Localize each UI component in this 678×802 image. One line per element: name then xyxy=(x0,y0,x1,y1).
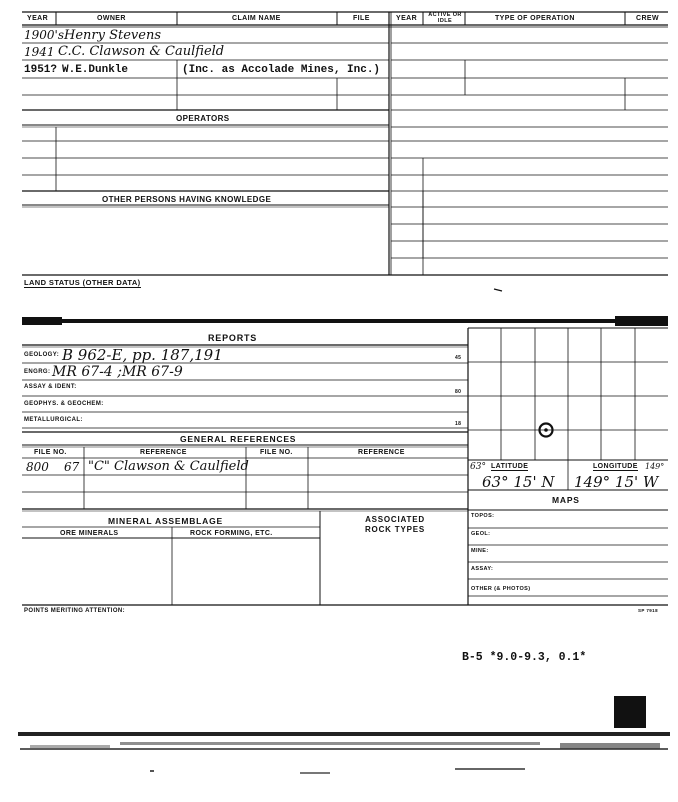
footer-code: B-5 *9.0-9.3, 0.1* xyxy=(462,651,587,664)
reports-mark-1: 45 xyxy=(455,355,462,361)
operators-title: OPERATORS xyxy=(176,114,230,123)
associated-rock-types-label: ASSOCIATED ROCK TYPES xyxy=(364,515,425,534)
reports-mark-3: 18 xyxy=(455,421,462,427)
owner-row-2-owner: C.C. Clawson & Caulfield xyxy=(58,44,225,59)
land-status-label: LAND STATUS (OTHER DATA) xyxy=(24,278,141,287)
knowledge-title: OTHER PERSONS HAVING KNOWLEDGE xyxy=(102,195,272,204)
lat-prefix: 63° xyxy=(470,462,486,472)
owner-row-2-year: 1941 xyxy=(24,45,55,59)
owner-row-3-year: 1951? xyxy=(24,64,58,76)
owner-row-3-owner: W.E.Dunkle xyxy=(62,64,129,76)
header-claim-name: CLAIM NAME xyxy=(232,15,281,22)
ore-minerals-label: ORE MINERALS xyxy=(60,530,119,537)
maps-title: MAPS xyxy=(552,495,580,505)
geophys-label: GEOPHYS. & GEOCHEM: xyxy=(24,401,104,407)
gr-header-file-no: FILE NO. xyxy=(34,449,67,456)
points-meriting-label: POINTS MERITING ATTENTION: xyxy=(24,608,126,614)
reports-title: REPORTS xyxy=(208,333,258,343)
assay-label: ASSAY & IDENT: xyxy=(24,384,77,390)
owner-row-3-claim: (Inc. as Accolade Mines, Inc.) xyxy=(182,64,381,76)
gr-header-file-no-2: FILE NO. xyxy=(260,449,293,456)
gr-header-reference: REFERENCE xyxy=(140,449,187,456)
metallurgical-label: METALLURGICAL: xyxy=(24,417,83,423)
header-owner: OWNER xyxy=(97,15,126,22)
latitude-label: LATITUDE xyxy=(491,463,529,470)
gr-row-reference: "C" Clawson & Caulfield xyxy=(88,459,249,474)
longitude-value: 149° 15' W xyxy=(574,473,659,491)
general-refs-title: GENERAL REFERENCES xyxy=(180,434,297,444)
engrg-value: MR 67-4 ;MR 67-9 xyxy=(52,364,183,380)
header-ops-year: YEAR xyxy=(396,15,418,22)
map-geol: GEOL: xyxy=(471,531,491,537)
header-type-operation: TYPE OF OPERATION xyxy=(495,15,575,22)
latitude-value: 63° 15' N xyxy=(482,473,555,491)
header-file: FILE xyxy=(353,15,370,22)
gr-header-reference-2: REFERENCE xyxy=(358,449,405,456)
header-crew: CREW xyxy=(636,15,659,22)
mineral-title: MINERAL ASSEMBLAGE xyxy=(108,516,223,526)
owner-row-1-owner: Henry Stevens xyxy=(64,28,161,43)
header-year: YEAR xyxy=(27,15,49,22)
gr-row-year: 67 xyxy=(64,460,80,474)
map-mine: MINE: xyxy=(471,548,489,554)
owner-row-1-year: 1900's xyxy=(24,28,64,42)
lon-suffix: 149° xyxy=(645,462,665,471)
form-number: SP 7918 xyxy=(638,608,658,613)
reports-mark-2: 80 xyxy=(455,389,462,395)
geology-value: B 962-E, pp. 187,191 xyxy=(62,346,223,364)
engrg-label: ENGRG: xyxy=(24,369,51,375)
geology-label: GEOLOGY: xyxy=(24,352,60,358)
header-active-idle: ACTIVE OR IDLE xyxy=(428,12,462,24)
gr-row-file-no: 800 xyxy=(26,460,49,474)
map-assay: ASSAY: xyxy=(471,566,494,572)
map-topos: TOPOS: xyxy=(471,513,495,519)
map-other-photos: OTHER (& PHOTOS) xyxy=(471,586,531,592)
longitude-label: LONGITUDE xyxy=(593,463,638,470)
rock-forming-label: ROCK FORMING, ETC. xyxy=(190,530,273,537)
